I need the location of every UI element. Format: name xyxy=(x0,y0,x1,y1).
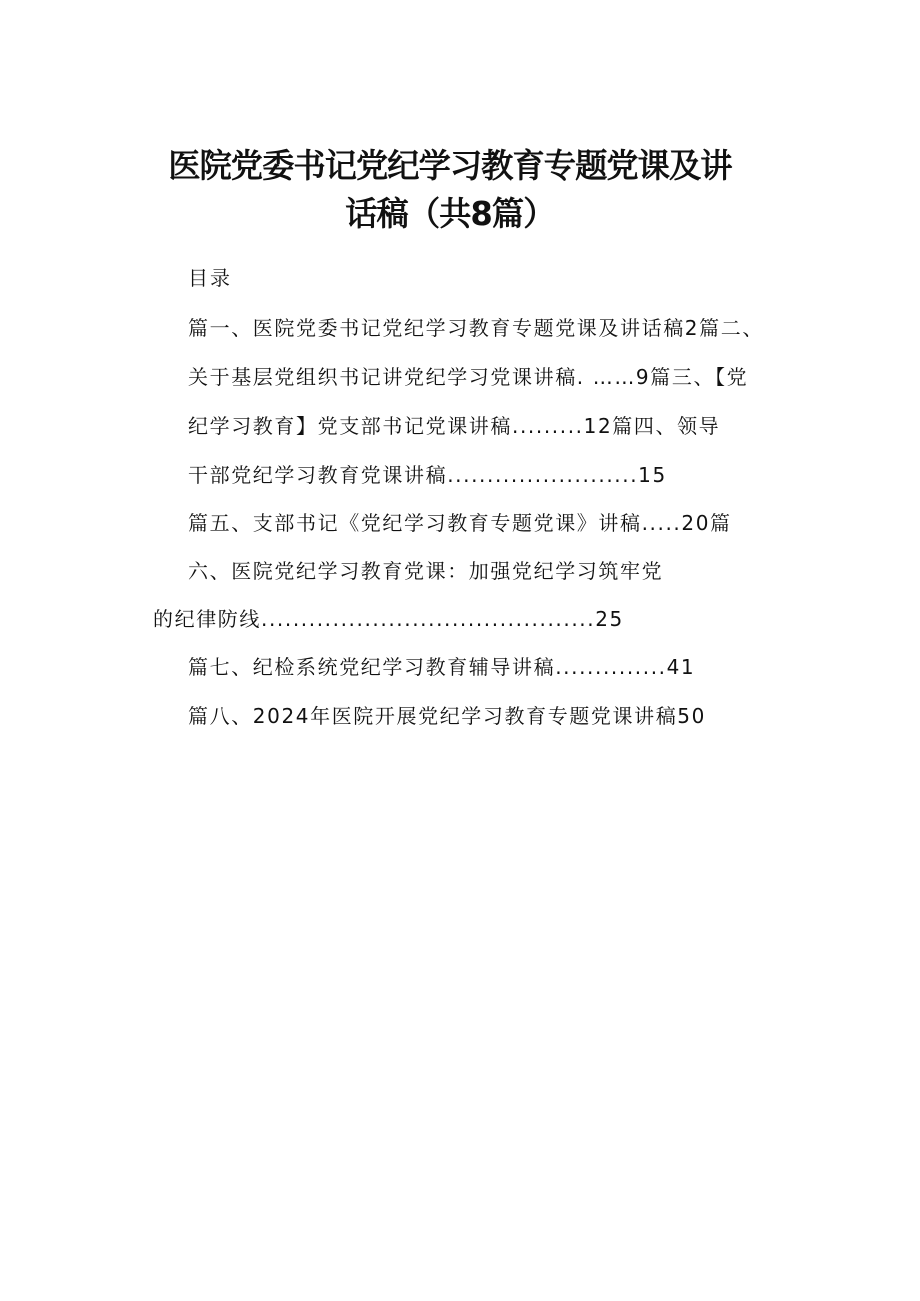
document-title-line-1: 医院党委书记党纪学习教育专题党课及讲 xyxy=(168,146,732,185)
toc-line-4: 干部党纪学习教育党课讲稿........................15 xyxy=(188,463,667,487)
toc-heading: 目录 xyxy=(188,266,232,290)
toc-line-3: 纪学习教育】党支部书记党课讲稿.........12篇四、领导 xyxy=(188,414,721,438)
toc-line-6: 六、医院党纪学习教育党课：加强党纪学习筑牢党 xyxy=(188,559,664,583)
document-title-line-2: 话稿（共8篇） xyxy=(345,194,555,233)
toc-line-9: 篇八、2024年医院开展党纪学习教育专题党课讲稿50 xyxy=(188,704,706,728)
toc-line-2: 关于基层党组织书记讲党纪学习党课讲稿. ……9篇三、【党 xyxy=(188,365,749,389)
toc-line-5: 篇五、支部书记《党纪学习教育专题党课》讲稿.....20篇 xyxy=(188,511,732,535)
toc-line-1: 篇一、医院党委书记党纪学习教育专题党课及讲话稿2篇二、 xyxy=(188,316,764,340)
toc-line-8: 篇七、纪检系统党纪学习教育辅导讲稿..............41 xyxy=(188,655,696,679)
toc-line-7: 的纪律防线..........................................25 xyxy=(153,607,624,631)
